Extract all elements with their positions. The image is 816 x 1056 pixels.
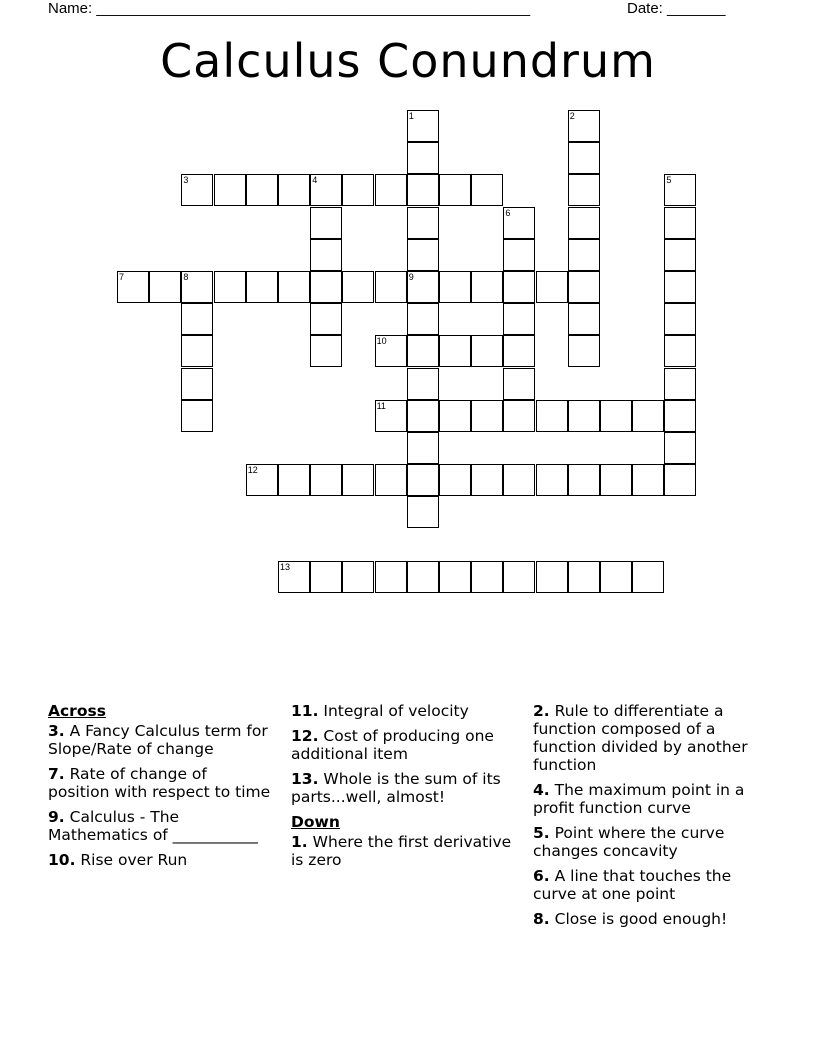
crossword-cell[interactable] (471, 464, 503, 496)
crossword-cell[interactable] (664, 432, 696, 464)
crossword-cell[interactable] (664, 174, 696, 206)
crossword-cell[interactable] (664, 368, 696, 400)
crossword-cell[interactable] (503, 271, 535, 303)
crossword-cell[interactable] (503, 464, 535, 496)
crossword-cell[interactable] (407, 142, 439, 174)
crossword-cell[interactable] (310, 207, 342, 239)
crossword-cell[interactable] (181, 174, 213, 206)
clue-across-11: 11. Integral of velocity (291, 702, 469, 720)
clue-down-2: 2. Rule to differentiate a function composed of a function divided by another function (533, 702, 748, 774)
date-field-label: Date: _______ (627, 0, 726, 17)
cell-number: 1 (408, 111, 414, 121)
crossword-cell[interactable] (439, 400, 471, 432)
crossword-cell[interactable] (568, 174, 600, 206)
crossword-cell[interactable] (407, 303, 439, 335)
cell-number: 3 (183, 175, 189, 186)
crossword-cell[interactable] (342, 464, 374, 496)
clue-down-6: 6. A line that touches the curve at one point (533, 867, 732, 903)
crossword-cell[interactable] (503, 368, 535, 400)
crossword-cell[interactable] (278, 464, 310, 496)
crossword-cell[interactable] (375, 400, 407, 432)
crossword-cell[interactable] (342, 271, 374, 303)
crossword-cell[interactable] (181, 400, 213, 432)
crossword-cell[interactable] (503, 207, 535, 239)
crossword-cell[interactable] (310, 271, 342, 303)
crossword-cell[interactable] (536, 561, 568, 593)
crossword-cell[interactable] (407, 432, 439, 464)
crossword-cell[interactable] (503, 303, 535, 335)
crossword-cell[interactable] (310, 303, 342, 335)
cell-number: 2 (569, 111, 575, 121)
clue-across-10: 10. Rise over Run (48, 851, 188, 869)
clue-across-13: 13. Whole is the sum of its parts...well, almost! (291, 770, 501, 806)
cell-number: 7 (119, 272, 125, 282)
crossword-cell[interactable] (375, 335, 407, 367)
crossword-cell[interactable] (536, 271, 568, 303)
crossword-cell[interactable] (664, 335, 696, 367)
cell-number: 13 (280, 561, 291, 572)
clue-across-12: 12. Cost of producing one additional item (291, 727, 494, 763)
crossword-cell[interactable] (568, 142, 600, 174)
crossword-cell[interactable] (503, 561, 535, 593)
crossword-cell[interactable] (632, 464, 664, 496)
crossword-cell[interactable] (181, 303, 213, 335)
crossword-cell[interactable] (407, 271, 439, 303)
crossword-cell[interactable] (407, 207, 439, 239)
crossword-cell[interactable] (181, 271, 213, 303)
cell-number: 6 (505, 207, 511, 218)
crossword-cell[interactable] (310, 335, 342, 367)
crossword-cell[interactable] (568, 303, 600, 335)
crossword-cell[interactable] (117, 271, 149, 303)
clue-across-9: 9. Calculus - The Mathematics of ___________ (48, 808, 258, 844)
across-heading: Across (48, 702, 106, 720)
crossword-cell[interactable] (439, 174, 471, 206)
cell-number: 11 (376, 400, 386, 411)
crossword-cell[interactable] (600, 464, 632, 496)
crossword-cell[interactable] (246, 271, 278, 303)
crossword-cell[interactable] (664, 239, 696, 271)
clues-column-1 (48, 702, 273, 876)
clues-column-2 (291, 702, 516, 876)
crossword-cell[interactable] (342, 174, 374, 206)
crossword-cell[interactable] (278, 561, 310, 593)
crossword-cell[interactable] (503, 239, 535, 271)
crossword-cell[interactable] (407, 239, 439, 271)
crossword-cell[interactable] (375, 271, 407, 303)
crossword-cell[interactable] (439, 561, 471, 593)
crossword-cell[interactable] (568, 400, 600, 432)
clue-down-1: 1. Where the first derivative is zero (291, 833, 512, 869)
down-heading: Down (291, 813, 340, 831)
crossword-cell[interactable] (246, 464, 278, 496)
crossword-cell[interactable] (407, 561, 439, 593)
crossword-cell[interactable] (600, 400, 632, 432)
crossword-cell[interactable] (664, 464, 696, 496)
crossword-cell[interactable] (568, 239, 600, 271)
crossword-cell[interactable] (407, 174, 439, 206)
crossword-cell[interactable] (310, 174, 342, 206)
crossword-cell[interactable] (568, 271, 600, 303)
crossword-cell[interactable] (246, 174, 278, 206)
crossword-cell[interactable] (664, 303, 696, 335)
crossword-cell[interactable] (310, 239, 342, 271)
crossword-cell[interactable] (407, 110, 439, 142)
clue-down-5: 5. Point where the curve changes concavity (533, 824, 725, 860)
cell-number: 5 (666, 175, 672, 186)
crossword-cell[interactable] (407, 496, 439, 528)
crossword-cell[interactable] (439, 271, 471, 303)
cell-number: 12 (247, 465, 258, 476)
crossword-cell[interactable] (471, 174, 503, 206)
cell-number: 4 (312, 175, 318, 186)
clue-across-7: 7. Rate of change of position with respect to time (48, 765, 271, 801)
crossword-cell[interactable] (632, 400, 664, 432)
crossword-cell[interactable] (375, 174, 407, 206)
crossword-cell[interactable] (407, 464, 439, 496)
crossword-cell[interactable] (568, 464, 600, 496)
crossword-cell[interactable] (342, 561, 374, 593)
crossword-cell[interactable] (664, 400, 696, 432)
crossword-cell[interactable] (664, 271, 696, 303)
crossword-cell[interactable] (407, 368, 439, 400)
crossword-cell[interactable] (149, 271, 181, 303)
clue-down-8: 8. Close is good enough! (533, 910, 728, 928)
crossword-cell[interactable] (664, 207, 696, 239)
cell-number: 10 (376, 336, 387, 347)
crossword-cell[interactable] (439, 335, 471, 367)
cell-number: 9 (408, 272, 414, 282)
crossword-cell[interactable] (214, 174, 246, 206)
crossword-cell[interactable] (471, 271, 503, 303)
crossword-cell[interactable] (568, 207, 600, 239)
crossword-cell[interactable] (214, 271, 246, 303)
crossword-cell[interactable] (600, 561, 632, 593)
name-field-label: Name: ____________________________________________________ (48, 0, 531, 17)
crossword-cell[interactable] (568, 110, 600, 142)
crossword-cell[interactable] (632, 561, 664, 593)
crossword-cell[interactable] (536, 464, 568, 496)
puzzle-title: Calculus Conundrum (160, 34, 656, 88)
clue-across-3: 3. A Fancy Calculus term for Slope/Rate of change (48, 722, 268, 758)
crossword-cell[interactable] (407, 400, 439, 432)
crossword-cell[interactable] (310, 464, 342, 496)
crossword-cell[interactable] (471, 400, 503, 432)
crossword-cell[interactable] (503, 335, 535, 367)
crossword-cell[interactable] (181, 368, 213, 400)
crossword-cell[interactable] (375, 561, 407, 593)
cell-number: 8 (183, 272, 189, 282)
clues-column-3 (533, 702, 773, 935)
crossword-cell[interactable] (503, 400, 535, 432)
crossword-cell[interactable] (568, 335, 600, 367)
crossword-cell[interactable] (310, 561, 342, 593)
crossword-cell[interactable] (375, 464, 407, 496)
crossword-cell[interactable] (471, 561, 503, 593)
crossword-cell[interactable] (536, 400, 568, 432)
clue-down-4: 4. The maximum point in a profit function curve (533, 781, 745, 817)
crossword-cell[interactable] (278, 174, 310, 206)
crossword-cell[interactable] (181, 335, 213, 367)
crossword-cell[interactable] (439, 464, 471, 496)
crossword-cell[interactable] (471, 335, 503, 367)
crossword-cell[interactable] (278, 271, 310, 303)
crossword-cell[interactable] (407, 335, 439, 367)
crossword-cell[interactable] (568, 561, 600, 593)
